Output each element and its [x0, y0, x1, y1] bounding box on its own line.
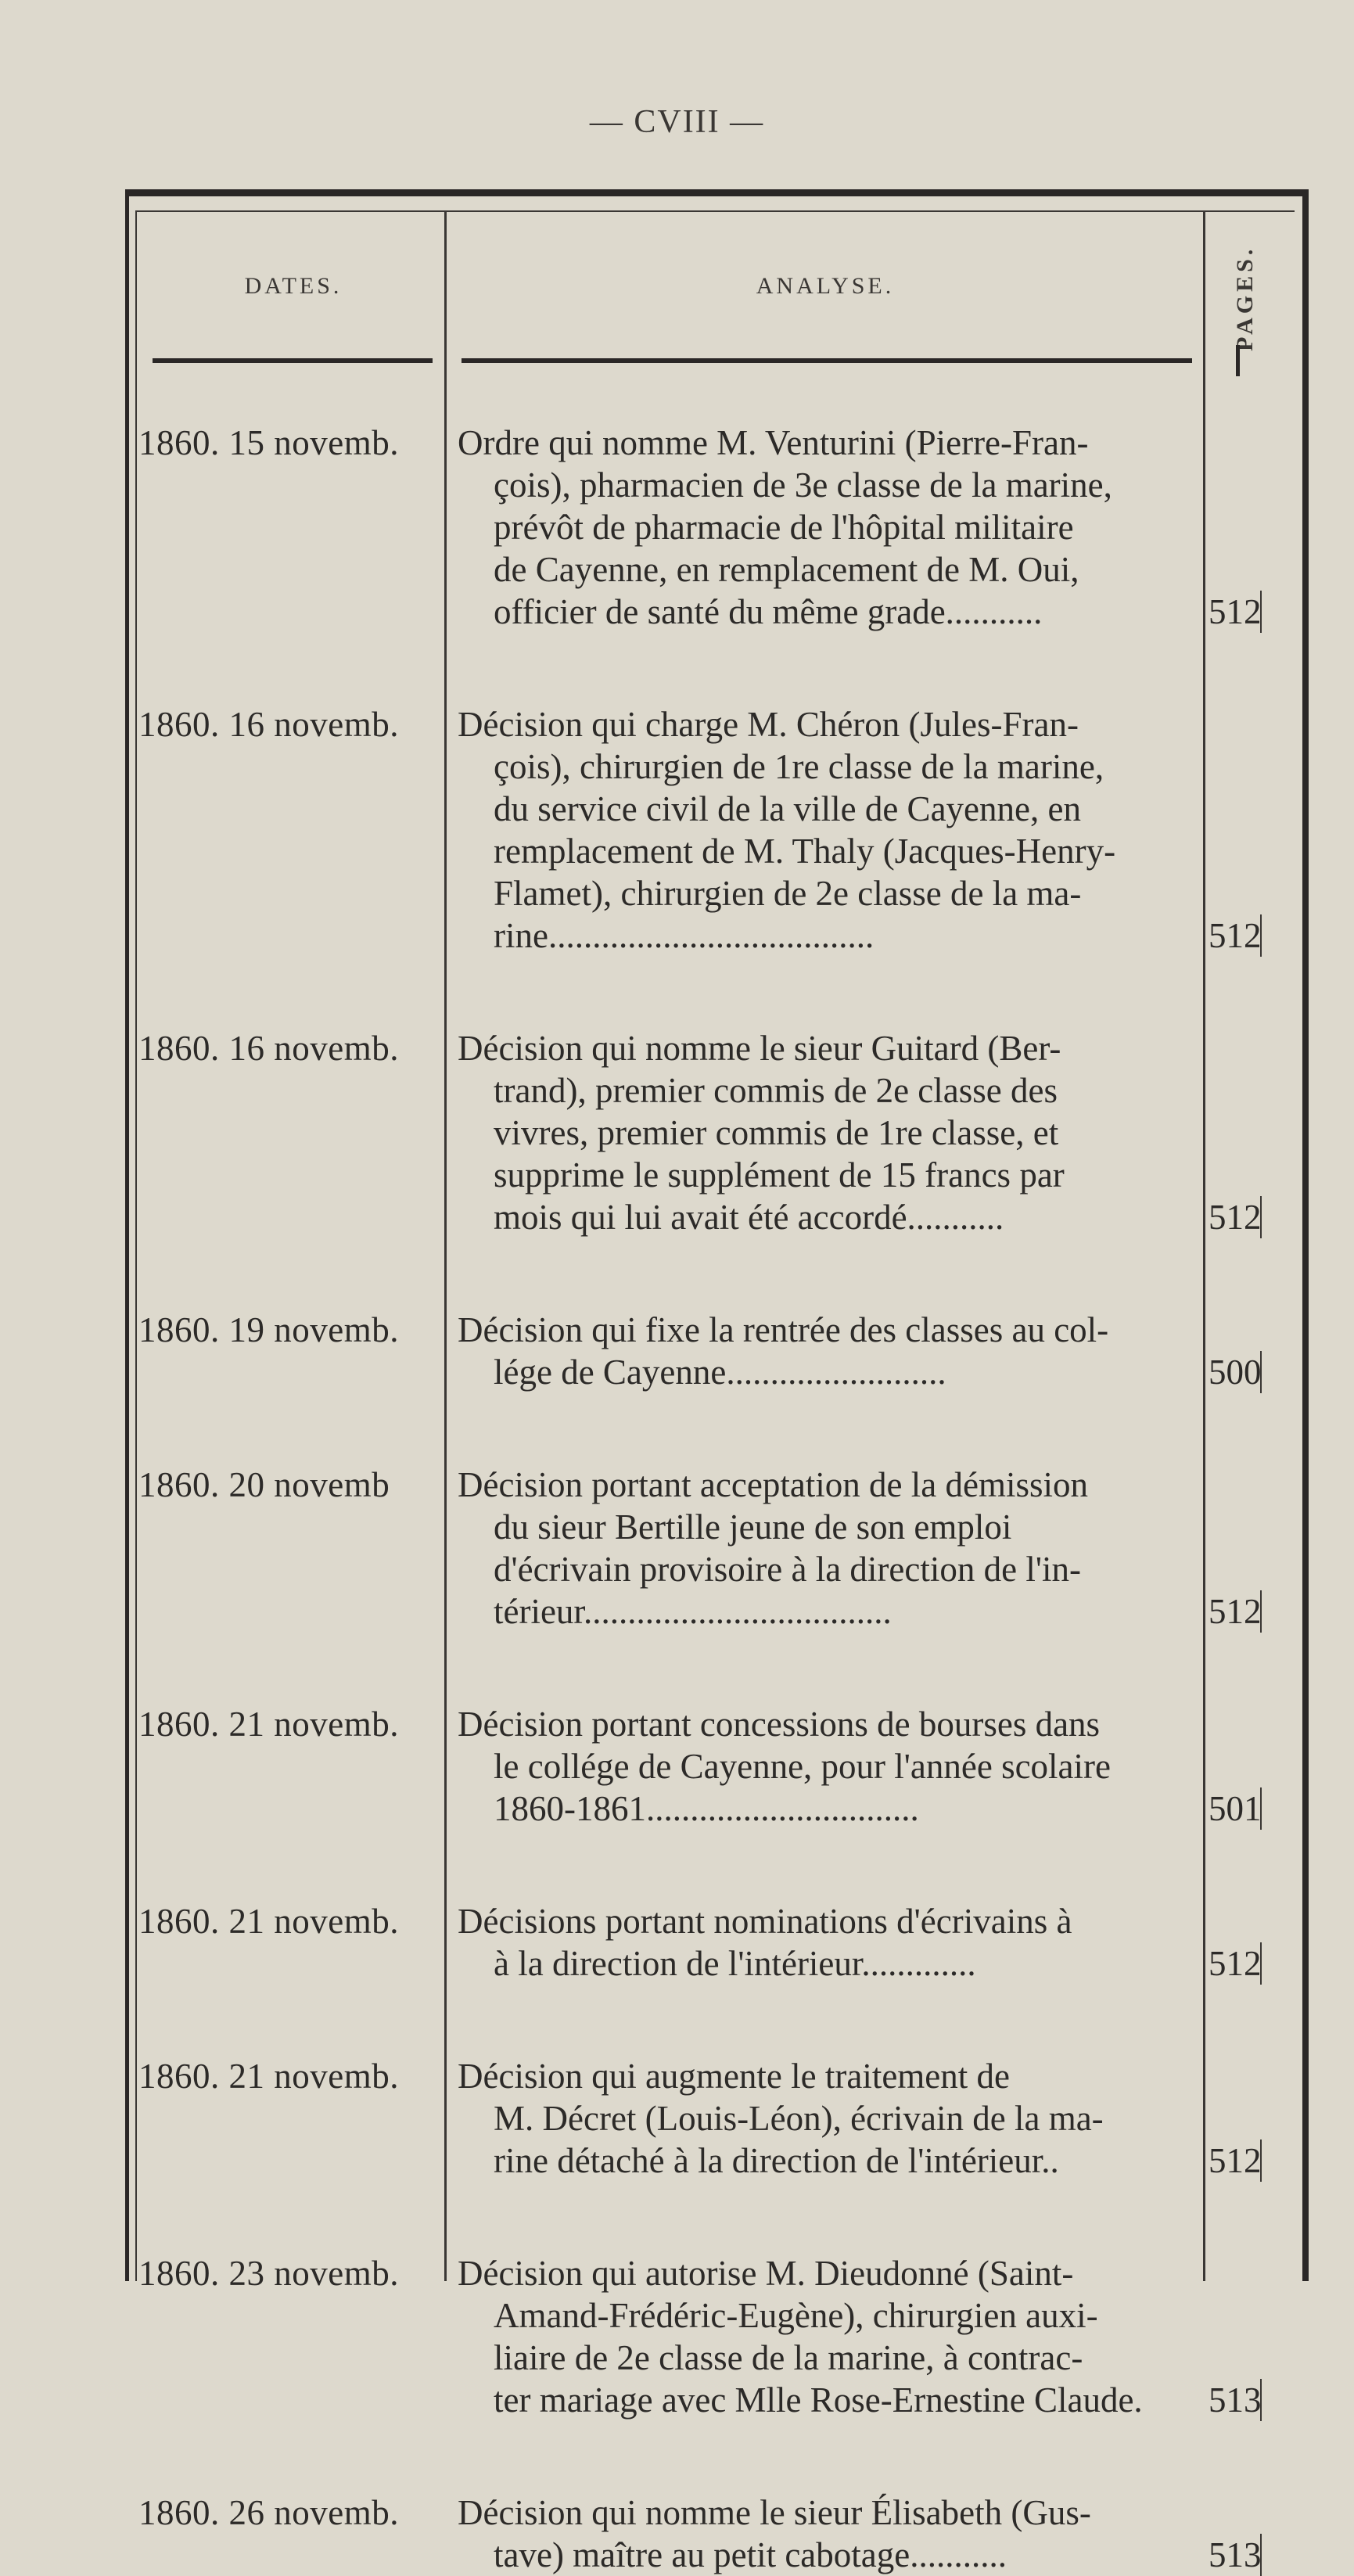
entry-analyse [458, 2055, 1193, 2182]
entry-analyse-line: du sieur Bertille jeune de son emploi [494, 1507, 1012, 1547]
entry-analyse-line: Décisions portant nominations d'écrivains à [458, 1902, 1072, 1941]
entry-analyse-line: çois), pharmacien de 3e classe de la marine, [494, 465, 1112, 505]
entry-analyse-line: d'écrivain provisoire à la direction de l'in- [494, 1550, 1081, 1589]
entry-analyse-line: lége de Cayenne......................... [494, 1353, 946, 1392]
entry-analyse [458, 422, 1193, 633]
entry-analyse-line: remplacement de M. Thaly (Jacques-Henry- [494, 832, 1116, 871]
entry-analyse [458, 1309, 1193, 1393]
table-left-rule [135, 210, 137, 2281]
entry-analyse-line: de Cayenne, en remplacement de M. Oui, [494, 550, 1079, 589]
entry-date: 1860. 16 novemb. [138, 1029, 399, 1068]
entry-date: 1860. 23 novemb. [138, 2254, 399, 2293]
entry-analyse-line: supprime le supplément de 15 francs par [494, 1155, 1065, 1195]
entry-analyse-line: Amand-Frédéric-Eugène), chirurgien auxi- [494, 2296, 1098, 2335]
entry-date: 1860. 21 novemb. [138, 2057, 399, 2096]
entry-analyse-line: rine détaché à la direction de l'intérieur.. [494, 2141, 1059, 2180]
entry-date: 1860. 21 novemb. [138, 1705, 399, 1744]
entry-page-number: 512 [1209, 592, 1262, 631]
entry-analyse-line: Décision qui autorise M. Dieudonné (Saint- [458, 2254, 1074, 2293]
entry-analyse [458, 2252, 1193, 2421]
entry-page-number: 512 [1209, 2141, 1262, 2180]
entry-analyse-line: à la direction de l'intérieur............. [494, 1944, 976, 1983]
entry-analyse-line: Décision qui nomme le sieur Élisabeth (Gus- [458, 2493, 1091, 2532]
entry-analyse-line: tave) maître au petit cabotage........... [494, 2535, 1007, 2574]
header-rule-dates [153, 358, 433, 363]
entry-analyse-line: térieur................................... [494, 1592, 892, 1631]
entry-analyse [458, 2492, 1193, 2576]
header-dates: DATES. [244, 273, 343, 299]
entry-analyse-line: le collége de Cayenne, pour l'année scolaire [494, 1747, 1111, 1786]
entry-page-number: 512 [1209, 916, 1262, 955]
entry-analyse-line: du service civil de la ville de Cayenne, en [494, 789, 1081, 828]
entry-page-number: 500 [1209, 1353, 1262, 1392]
entry-analyse [458, 1027, 1193, 1238]
entry-analyse-line: Décision qui nomme le sieur Guitard (Ber- [458, 1029, 1061, 1068]
header-rule-pages [1236, 345, 1255, 376]
table-top-rule [135, 210, 1295, 212]
header-rule-analyse [462, 358, 1192, 363]
entry-analyse-line: mois qui lui avait été accordé........... [494, 1198, 1004, 1237]
entry-date: 1860. 26 novemb. [138, 2493, 399, 2532]
entry-page-number: 513 [1209, 2380, 1262, 2420]
entry-page-number: 512 [1209, 1198, 1262, 1237]
entry-analyse-line: Décision qui augmente le traitement de [458, 2057, 1011, 2096]
entry-analyse-line: Décision qui charge M. Chéron (Jules-Fran- [458, 705, 1079, 744]
entry-analyse-line: M. Décret (Louis-Léon), écrivain de la ma- [494, 2099, 1104, 2138]
column-divider-dates [444, 210, 447, 2281]
entry-analyse-line: rine..................................... [494, 916, 875, 955]
entry-date: 1860. 19 novemb. [138, 1310, 399, 1349]
column-divider-analyse [1203, 210, 1205, 2281]
entry-analyse-line: 1860-1861............................... [494, 1789, 919, 1828]
header-pages: PAGES. [1232, 245, 1258, 351]
entry-date: 1860. 20 novemb [138, 1465, 390, 1504]
index-table [125, 189, 1309, 2574]
entry-analyse-line: Décision portant concessions de bourses dans [458, 1705, 1101, 1744]
entry-analyse-line: çois), chirurgien de 1re classe de la marine, [494, 747, 1104, 786]
entry-page-number: 513 [1209, 2535, 1262, 2574]
entry-analyse-line: Décision portant acceptation de la démission [458, 1465, 1089, 1504]
entry-date: 1860. 21 novemb. [138, 1902, 399, 1941]
entry-analyse [458, 1703, 1193, 1830]
entry-page-number: 501 [1209, 1789, 1262, 1828]
entry-analyse-line: ter mariage avec Mlle Rose-Ernestine Claude. [494, 2380, 1143, 2420]
entry-analyse-line: officier de santé du même grade........... [494, 592, 1043, 631]
header-analyse: ANALYSE. [756, 273, 895, 299]
entry-analyse-line: trand), premier commis de 2e classe des [494, 1071, 1058, 1110]
entry-analyse [458, 703, 1193, 957]
entry-page-number: 512 [1209, 1944, 1262, 1983]
entry-analyse-line: vivres, premier commis de 1re classe, et [494, 1113, 1059, 1152]
entry-analyse [458, 1900, 1193, 1985]
entry-analyse [458, 1464, 1193, 1633]
entry-analyse-line: Flamet), chirurgien de 2e classe de la ma- [494, 874, 1082, 913]
entry-page-number: 512 [1209, 1592, 1262, 1631]
page-number: — CVIII — [589, 104, 765, 140]
entry-date: 1860. 16 novemb. [138, 705, 399, 744]
entry-analyse-line: liaire de 2e classe de la marine, à contrac- [494, 2338, 1083, 2377]
entry-analyse-line: Ordre qui nomme M. Venturini (Pierre-Fran- [458, 423, 1089, 462]
entry-date: 1860. 15 novemb. [138, 423, 399, 462]
entry-analyse-line: Décision qui fixe la rentrée des classes au col- [458, 1310, 1109, 1349]
entry-analyse-line: prévôt de pharmacie de l'hôpital militaire [494, 508, 1074, 547]
